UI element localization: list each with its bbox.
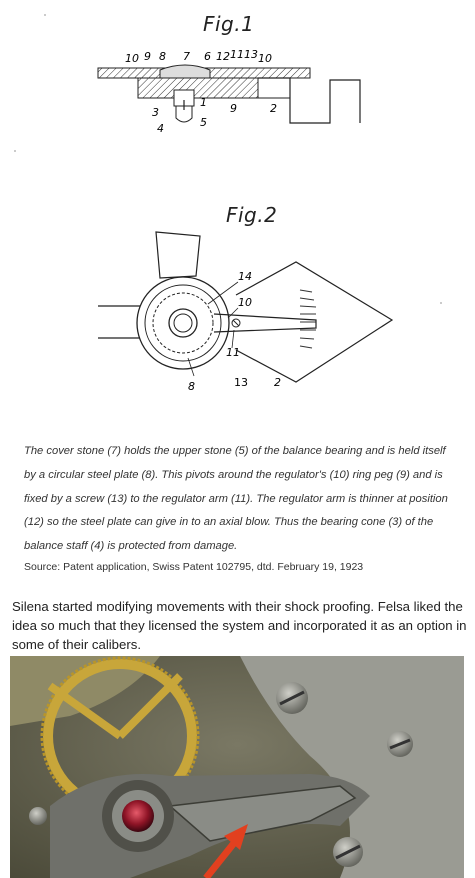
fig2-label: 2 [274, 376, 281, 389]
figure-source: Source: Patent application, Swiss Patent 102795, dtd. February 19, 1923 [24, 561, 364, 573]
fig1-label: 11 [230, 48, 244, 61]
fig2-label: 13 [234, 376, 248, 389]
fig1-title: Fig.1 [203, 12, 255, 36]
fig2-title: Fig.2 [226, 203, 278, 227]
fig1-label: 13 [244, 48, 258, 61]
watch-movement-image [10, 656, 464, 878]
fig1-label: 3 [152, 106, 159, 119]
fig2-label: 14 [238, 270, 252, 283]
fig1-label: 5 [200, 116, 207, 129]
fig2-label: 10 [238, 296, 252, 309]
article-paragraph: Silena started modifying movements with their shock proofing. Felsa liked the idea so much that they licensed the system and incorporated it as an option in some of their calibers. [12, 599, 467, 652]
fig1-label: 7 [183, 50, 190, 63]
fig1-label: 2 [270, 102, 277, 115]
movement-photo [10, 656, 464, 878]
fig2-label: 11 [226, 346, 240, 359]
fig1-label: 4 [157, 122, 164, 135]
patent-figure [0, 0, 475, 438]
fig1-label: 8 [159, 50, 166, 63]
fig2-label: 8 [188, 380, 195, 393]
fig1-label: 9 [230, 102, 237, 115]
fig1-label: 10 [125, 52, 139, 65]
fig1-label: 9 [144, 50, 151, 63]
fig2-labels [0, 0, 475, 438]
figure-caption: The cover stone (7) holds the upper stone (5) of the balance bearing and is held itself by a circular steel plate (8). This pivots around the regulator's (10) ring peg (9) and is fixed by a screw (13) to the regulator arm (11). The regulator arm is thinner at position (12) so the steel plate can give in to an axial blow. Thus the bearing cone (3) of the balance staff (4) is protected from damage. [24, 445, 448, 553]
fig1-label: 10 [258, 52, 272, 65]
fig1-label: 12 [216, 50, 230, 63]
fig1-label: 6 [204, 50, 211, 63]
fig1-label: 1 [200, 96, 207, 109]
